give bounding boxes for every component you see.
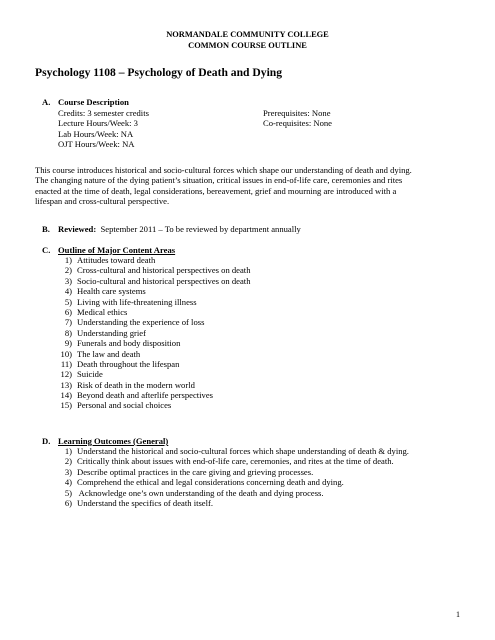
section-c-title: Outline of Major Content Areas	[58, 245, 176, 255]
credits: Credits: 3 semester credits	[58, 108, 149, 118]
outline-heading: COMMON COURSE OUTLINE	[188, 41, 307, 50]
ojt-hours: OJT Hours/Week: NA	[58, 139, 135, 150]
list-item: 2) Cross-cultural and historical perspectives on death	[64, 265, 251, 276]
list-item: 5) Living with life-threatening illness	[64, 296, 197, 307]
description-line: This course introduces historical and socio-cultural forces which shape our understanding of death and dying.	[35, 165, 412, 175]
section-b-letter: B.	[42, 224, 50, 234]
lecture-hours: Lecture Hours/Week: 3	[58, 118, 138, 129]
section-a-title: Course Description	[58, 97, 129, 107]
course-meta-right	[263, 108, 332, 129]
list-item: 5) Acknowledge one’s own understanding of the death and dying process.	[64, 487, 324, 498]
list-item: 14) Beyond death and afterlife perspectives	[60, 390, 214, 401]
section-d-title: Learning Outcomes (General)	[58, 436, 169, 446]
list-item: 3) Describe optimal practices in the care giving and grieving processes.	[64, 466, 314, 477]
list-item: 3) Socio-cultural and historical perspectives on death	[64, 275, 251, 286]
list-item: 12) Suicide	[60, 369, 103, 380]
page-number: 1	[456, 610, 460, 619]
corequisites: Co-requisites: None	[263, 118, 332, 129]
course-meta-left	[58, 108, 149, 150]
list-item: 2) Critically think about issues with end-of-life care, ceremonies, and rites at the time of death.	[64, 456, 394, 467]
section-a-heading	[42, 97, 129, 107]
college-name: NORMANDALE COMMUNITY COLLEGE	[166, 30, 329, 39]
section-d-heading	[42, 436, 168, 446]
description-line: enacted at the time of death, legal considerations, bereavement, grief and mourning are introduced with a	[35, 185, 397, 196]
list-item: 8) Understanding grief	[64, 327, 146, 338]
lab-hours: Lab Hours/Week: NA	[58, 128, 134, 139]
list-item: 11) Death throughout the lifespan	[60, 358, 180, 369]
list-item: 4) Health care systems	[64, 286, 146, 297]
list-item: 7) Understanding the experience of loss	[64, 317, 205, 328]
prerequisites: Prerequisites: None	[263, 108, 331, 118]
list-item: 6) Understand the specifics of death itself.	[64, 497, 214, 508]
course-title: Psychology 1108 – Psychology of Death and Dying	[35, 66, 283, 79]
list-item: 10) The law and death	[60, 348, 141, 359]
list-item: 9) Funerals and body disposition	[64, 338, 181, 349]
reviewed-text: September 2011 – To be reviewed by department annually	[100, 224, 301, 234]
list-item: 1) Attitudes toward death	[64, 255, 156, 265]
list-item: 6) Medical ethics	[64, 306, 128, 317]
description-line: lifespan and cross-cultural perspective.	[35, 196, 170, 207]
learning-outcomes-list	[58, 446, 409, 508]
section-a-letter: A.	[42, 97, 51, 107]
list-item: 1) Understand the historical and socio-cultural forces which shape understanding of death & dying.	[64, 446, 409, 456]
section-c-letter: C.	[42, 245, 51, 255]
list-item: 4) Comprehend the ethical and legal considerations concerning death and dying.	[64, 477, 344, 488]
reviewed-label: Reviewed:	[58, 224, 97, 234]
list-item: 15) Personal and social choices	[60, 400, 172, 411]
section-b	[42, 224, 301, 234]
list-item: 13) Risk of death in the modern world	[60, 379, 195, 390]
section-d-letter: D.	[42, 436, 51, 446]
description-line: The changing nature of the dying patient’s situation, critical issues in end-of-life care, ceremonies and rites	[35, 175, 403, 186]
content-areas-list	[58, 255, 251, 411]
section-c-heading	[42, 245, 175, 255]
course-description	[35, 165, 465, 207]
